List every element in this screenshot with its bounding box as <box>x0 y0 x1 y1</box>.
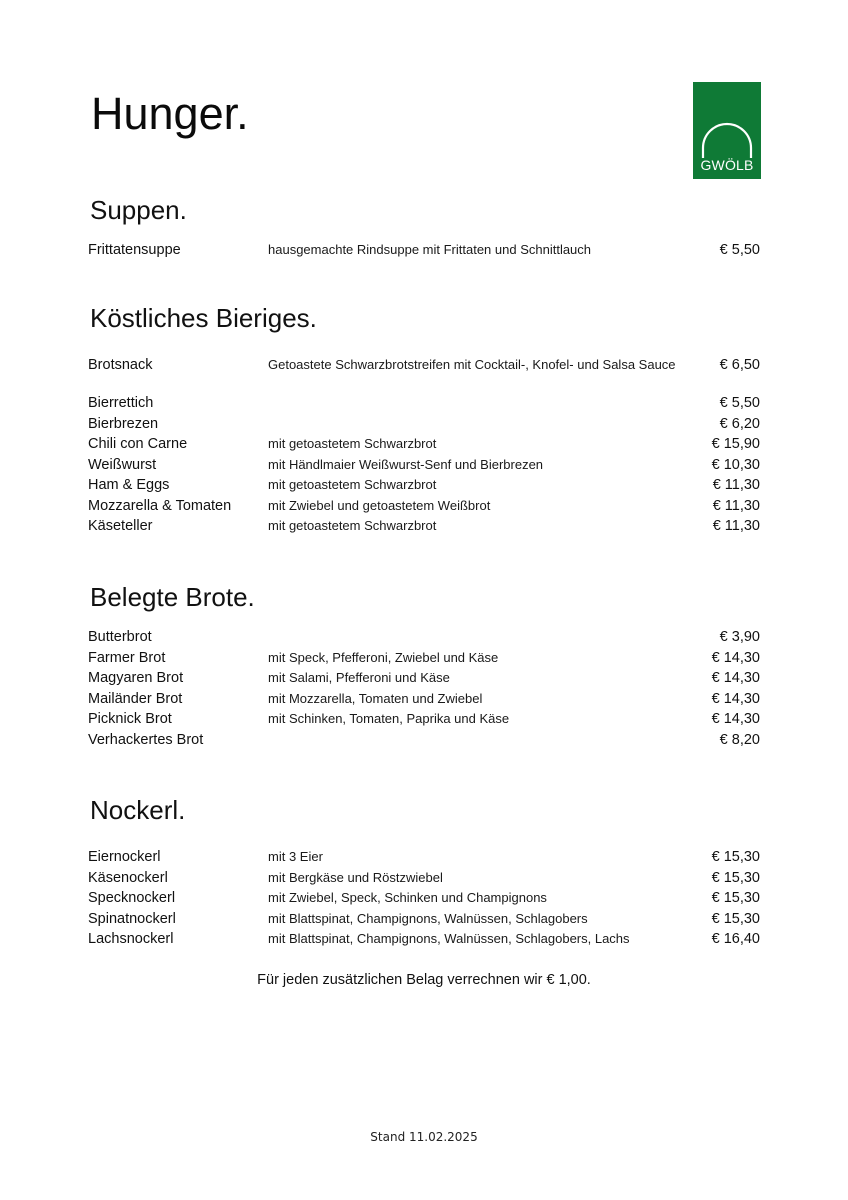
item-name: Bierbrezen <box>88 415 159 432</box>
menu-item <box>0 455 848 476</box>
section-title-bieriges: Köstliches Bieriges. <box>90 303 317 333</box>
menu-item <box>0 393 848 414</box>
item-name: Mailänder Brot <box>88 690 183 707</box>
menu-item <box>0 668 848 689</box>
svg-text:GWÖLB: GWÖLB <box>700 157 754 173</box>
item-price: € 5,50 <box>719 395 760 411</box>
menu-item <box>0 888 848 909</box>
gwoelb-logo-mark <box>693 82 761 179</box>
menu-item <box>0 475 848 496</box>
item-description: mit getoastetem Schwarzbrot <box>268 436 437 451</box>
item-name: Magyaren Brot <box>88 670 184 686</box>
menu-item <box>0 648 848 669</box>
menu-item <box>0 868 848 889</box>
section-bieriges-items <box>0 355 848 537</box>
section-nockerl-items <box>0 847 848 950</box>
item-description: mit 3 Eier <box>268 849 323 864</box>
item-name: Spinatnockerl <box>88 910 176 927</box>
section-title-belegte-brote: Belegte Brote. <box>90 582 255 612</box>
item-description: mit Zwiebel, Speck, Schinken und Champignons <box>268 890 547 905</box>
item-description: mit Bergkäse und Röstzwiebel <box>268 869 443 885</box>
item-name: Käsenockerl <box>88 869 168 886</box>
menu-item <box>0 516 848 537</box>
item-name: Ham & Eggs <box>88 477 170 493</box>
item-price: € 15,30 <box>711 869 760 886</box>
menu-item <box>0 909 848 930</box>
menu-item <box>0 414 848 435</box>
item-price: € 11,30 <box>712 497 760 514</box>
item-name: Chili con Carne <box>88 436 188 452</box>
item-price: € 14,30 <box>711 670 760 686</box>
item-name: Farmer Brot <box>88 649 166 666</box>
item-description: Getoastete Schwarzbrotstreifen mit Cocktail-, Knofel- und Salsa Sauce <box>268 357 676 372</box>
item-price: € 15,90 <box>711 436 760 452</box>
item-description: mit Mozzarella, Tomaten und Zwiebel <box>268 690 483 706</box>
item-name: Brotsnack <box>88 357 153 373</box>
item-name: Weißwurst <box>88 456 157 473</box>
item-description: mit Zwiebel und getoastetem Weißbrot <box>268 497 491 513</box>
menu-item <box>0 355 848 393</box>
item-description: mit getoastetem Schwarzbrot <box>268 518 437 533</box>
item-price: € 5,50 <box>719 242 760 258</box>
item-description: mit Speck, Pfefferoni, Zwiebel und Käse <box>268 649 499 665</box>
section-title-nockerl: Nockerl. <box>90 795 186 825</box>
item-name: Butterbrot <box>88 629 152 645</box>
item-name: Picknick Brot <box>88 711 172 727</box>
item-description: mit getoastetem Schwarzbrot <box>268 477 437 492</box>
item-price: € 6,50 <box>719 357 760 373</box>
footer-date: Stand 11.02.2025 <box>370 1130 478 1144</box>
section-title-suppen: Suppen. <box>90 195 187 225</box>
menu-item <box>0 496 848 517</box>
item-price: € 11,30 <box>712 477 760 493</box>
gwoelb-logo <box>693 82 761 179</box>
item-price: € 11,30 <box>712 518 760 534</box>
menu-item <box>0 929 848 950</box>
item-name: Verhackertes Brot <box>88 731 204 748</box>
item-name: Eiernockerl <box>88 849 161 865</box>
item-description: mit Blattspinat, Champignons, Walnüssen, Schlagobers, Lachs <box>268 931 630 946</box>
menu-item <box>0 689 848 710</box>
item-price: € 15,30 <box>711 890 760 906</box>
item-price: € 10,30 <box>711 456 760 473</box>
menu-item <box>0 730 848 751</box>
item-name: Käseteller <box>88 518 153 534</box>
menu-item <box>0 627 848 648</box>
item-price: € 15,30 <box>711 849 760 865</box>
item-description: mit Blattspinat, Champignons, Walnüssen, Schlagobers <box>268 910 588 926</box>
section-suppen-items <box>0 240 848 261</box>
menu-item <box>0 709 848 730</box>
item-description: mit Salami, Pfefferoni und Käse <box>268 670 450 685</box>
item-description: mit Schinken, Tomaten, Paprika und Käse <box>268 711 510 726</box>
page-title: Hunger. <box>91 88 249 139</box>
item-price: € 3,90 <box>719 629 760 645</box>
item-price: € 14,30 <box>711 649 760 666</box>
menu-item <box>0 847 848 868</box>
item-description: hausgemachte Rindsuppe mit Frittaten und Schnittlauch <box>268 242 592 257</box>
menu-item <box>0 240 848 261</box>
item-price: € 14,30 <box>711 711 760 727</box>
item-name: Specknockerl <box>88 890 176 906</box>
menu-item <box>0 434 848 455</box>
item-price: € 16,40 <box>711 931 760 947</box>
item-price: € 15,30 <box>711 910 760 927</box>
item-name: Bierrettich <box>88 395 154 411</box>
item-name: Frittatensuppe <box>88 242 181 258</box>
item-description: mit Händlmaier Weißwurst-Senf und Bierbrezen <box>268 456 544 472</box>
item-price: € 8,20 <box>719 731 760 748</box>
extra-topping-note: Für jeden zusätzlichen Belag verrechnen wir € 1,00. <box>257 972 591 988</box>
item-name: Lachsnockerl <box>88 931 174 947</box>
item-price: € 6,20 <box>719 415 760 432</box>
section-belegte-brote-items <box>0 627 848 750</box>
item-name: Mozzarella & Tomaten <box>88 497 232 514</box>
item-price: € 14,30 <box>711 690 760 707</box>
